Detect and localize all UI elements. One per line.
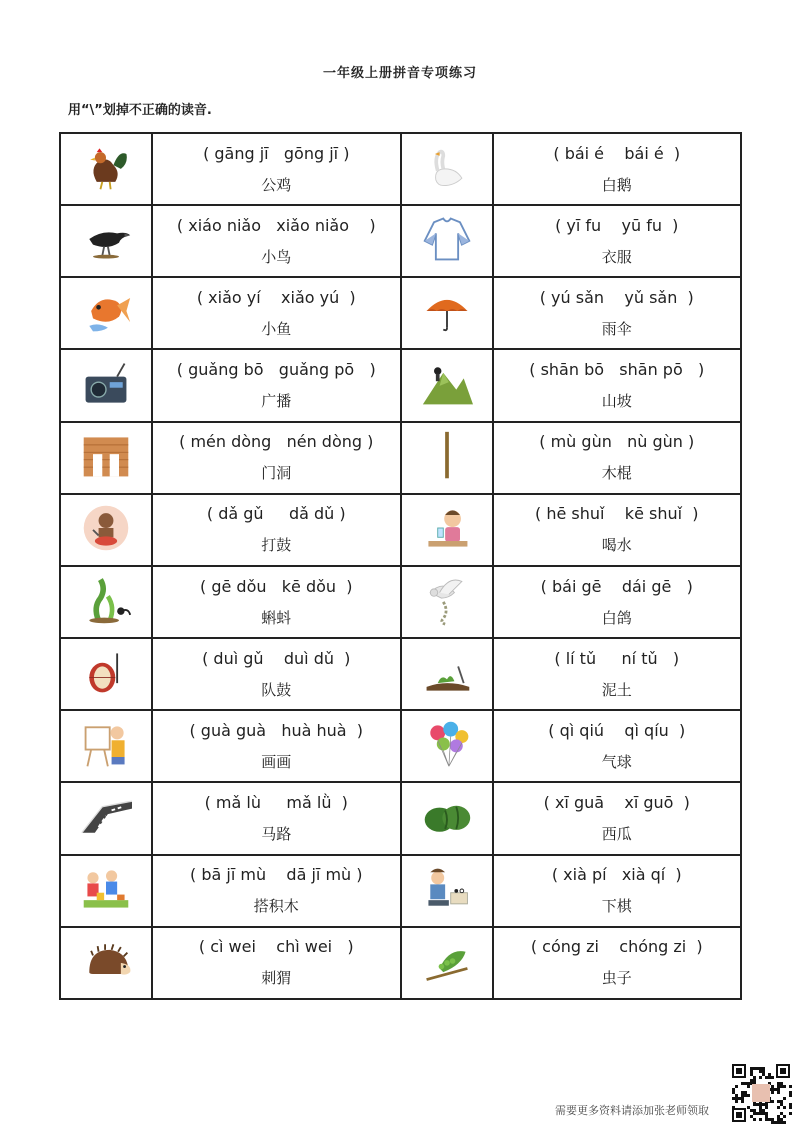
chinese-word: 下棋 xyxy=(601,897,632,916)
umbrella-icon xyxy=(419,285,475,337)
crow-icon xyxy=(78,213,134,265)
picture-cell xyxy=(60,855,152,927)
drinking-child-icon xyxy=(419,502,475,554)
chinese-word: 虫子 xyxy=(601,969,632,988)
answer-cell xyxy=(493,494,742,566)
pinyin-options[interactable]: ( gāng jī gōng jī ) xyxy=(203,143,350,163)
picture-cell xyxy=(401,494,493,566)
answer-cell xyxy=(152,638,401,710)
pinyin-options[interactable]: ( xī guā xī guō ) xyxy=(543,792,690,812)
chinese-word: 马路 xyxy=(261,824,292,843)
instruction-text: 用“\”划掉不正确的读音. xyxy=(68,103,212,118)
footer-note: 需要更多资料请添加张老师领取 xyxy=(555,1104,709,1117)
picture-cell xyxy=(60,205,152,277)
exercise-row xyxy=(60,277,741,349)
picture-cell xyxy=(60,638,152,710)
chess-player-icon xyxy=(419,863,475,915)
chinese-word: 门洞 xyxy=(261,464,292,483)
shirt-icon xyxy=(419,213,475,265)
picture-cell xyxy=(401,782,493,854)
chinese-word: 山坡 xyxy=(601,392,632,411)
answer-cell xyxy=(152,494,401,566)
drum-icon xyxy=(78,646,134,698)
chinese-word: 蝌蚪 xyxy=(261,608,292,627)
pinyin-options[interactable]: ( xiáo niǎo xiǎo niǎo ) xyxy=(176,215,376,235)
answer-cell xyxy=(152,710,401,782)
chinese-word: 广播 xyxy=(261,392,292,411)
answer-cell xyxy=(493,710,742,782)
picture-cell xyxy=(401,277,493,349)
picture-cell xyxy=(60,349,152,421)
pinyin-options[interactable]: ( shān bō shān pō ) xyxy=(529,360,705,380)
pinyin-options[interactable]: ( cóng zi chóng zi ) xyxy=(530,937,703,957)
pinyin-options[interactable]: ( mǎ lù mǎ lǜ ) xyxy=(204,792,348,812)
answer-cell xyxy=(493,566,742,638)
pinyin-options[interactable]: ( xià pí xià qí ) xyxy=(551,865,682,885)
exercise-row xyxy=(60,855,741,927)
chinese-word: 白鹅 xyxy=(601,175,632,194)
exercise-row xyxy=(60,133,741,205)
pinyin-options[interactable]: ( lí tǔ ní tǔ ) xyxy=(554,648,680,668)
exercise-row xyxy=(60,782,741,854)
exercise-row xyxy=(60,566,741,638)
pinyin-options[interactable]: ( bái gē dái gē ) xyxy=(540,576,693,596)
chinese-word: 搭积木 xyxy=(253,897,299,916)
brick-gate-icon xyxy=(78,430,134,482)
goldfish-icon xyxy=(78,285,134,337)
picture-cell xyxy=(401,566,493,638)
radio-icon xyxy=(78,358,134,410)
pinyin-options[interactable]: ( yú sǎn yǔ sǎn ) xyxy=(539,287,694,307)
soil-icon xyxy=(419,646,475,698)
pinyin-options[interactable]: ( duì gǔ duì dǔ ) xyxy=(202,648,351,668)
chinese-word: 雨伞 xyxy=(601,319,632,338)
picture-cell xyxy=(60,277,152,349)
answer-cell xyxy=(152,927,401,999)
chinese-word: 画画 xyxy=(261,752,292,771)
answer-cell xyxy=(152,566,401,638)
picture-cell xyxy=(60,782,152,854)
pinyin-options[interactable]: ( yī fu yū fu ) xyxy=(555,215,679,235)
balloons-icon xyxy=(419,718,475,770)
chinese-word: 打鼓 xyxy=(261,536,292,555)
picture-cell xyxy=(60,133,152,205)
pinyin-options[interactable]: ( cì wei chì wei ) xyxy=(198,937,354,957)
children-blocks-icon xyxy=(78,863,134,915)
exercise-row xyxy=(60,494,741,566)
exercise-row xyxy=(60,710,741,782)
picture-cell xyxy=(60,710,152,782)
picture-cell xyxy=(401,927,493,999)
chinese-word: 气球 xyxy=(601,752,632,771)
exercise-table xyxy=(59,132,742,1000)
chinese-word: 衣服 xyxy=(601,247,632,266)
exercise-row xyxy=(60,638,741,710)
answer-cell xyxy=(493,422,742,494)
chinese-word: 刺猬 xyxy=(261,969,292,988)
picture-cell xyxy=(401,422,493,494)
exercise-row xyxy=(60,205,741,277)
road-icon xyxy=(78,790,134,842)
pinyin-options[interactable]: ( mù gùn nù gùn ) xyxy=(539,432,695,452)
answer-cell xyxy=(152,205,401,277)
picture-cell xyxy=(401,855,493,927)
pinyin-options[interactable]: ( dǎ gǔ dǎ dǔ ) xyxy=(206,504,346,524)
pinyin-options[interactable]: ( qì qiú qì qíu ) xyxy=(548,720,686,740)
pinyin-options[interactable]: ( guǎng bō guǎng pō ) xyxy=(176,360,376,380)
pinyin-options[interactable]: ( guà guà huà huà ) xyxy=(189,720,364,740)
drummer-bear-icon xyxy=(78,502,134,554)
chinese-word: 西瓜 xyxy=(601,824,632,843)
exercise-row xyxy=(60,422,741,494)
hedgehog-icon xyxy=(78,935,134,987)
picture-cell xyxy=(60,566,152,638)
picture-cell xyxy=(60,927,152,999)
picture-cell xyxy=(60,422,152,494)
hill-icon xyxy=(419,358,475,410)
answer-cell xyxy=(493,638,742,710)
qr-code-icon xyxy=(730,1062,792,1124)
pinyin-options[interactable]: ( hē shuǐ kē shuǐ ) xyxy=(535,504,699,524)
chinese-word: 公鸡 xyxy=(261,175,292,194)
caterpillar-icon xyxy=(419,935,475,987)
answer-cell xyxy=(152,349,401,421)
picture-cell xyxy=(401,205,493,277)
chinese-word: 队鼓 xyxy=(261,680,292,699)
chinese-word: 木棍 xyxy=(601,464,632,483)
picture-cell xyxy=(401,133,493,205)
watermelon-icon xyxy=(419,790,475,842)
pinyin-options[interactable]: ( mén dòng nén dòng ) xyxy=(179,432,374,452)
answer-cell xyxy=(152,782,401,854)
painter-icon xyxy=(78,718,134,770)
goose-icon xyxy=(419,141,475,193)
answer-cell xyxy=(493,927,742,999)
answer-cell xyxy=(493,349,742,421)
pinyin-options[interactable]: ( bā jī mù dā jī mù ) xyxy=(190,865,363,885)
pinyin-options[interactable]: ( bái é bái é ) xyxy=(553,143,681,163)
exercise-row xyxy=(60,349,741,421)
answer-cell xyxy=(493,855,742,927)
answer-cell xyxy=(493,277,742,349)
answer-cell xyxy=(493,782,742,854)
answer-cell xyxy=(493,205,742,277)
picture-cell xyxy=(401,638,493,710)
chinese-word: 喝水 xyxy=(601,536,632,555)
rooster-icon xyxy=(78,141,134,193)
tadpole-seaweed-icon xyxy=(78,574,134,626)
chinese-word: 泥土 xyxy=(601,680,632,699)
answer-cell xyxy=(152,422,401,494)
chinese-word: 白鸽 xyxy=(601,608,632,627)
chinese-word: 小鸟 xyxy=(261,247,292,266)
answer-cell xyxy=(152,133,401,205)
pinyin-options[interactable]: ( xiǎo yí xiǎo yú ) xyxy=(196,287,356,307)
page-title: 一年级上册拼音专项练习 xyxy=(322,66,477,81)
answer-cell xyxy=(152,855,401,927)
picture-cell xyxy=(60,494,152,566)
chinese-word: 小鱼 xyxy=(261,319,292,338)
answer-cell xyxy=(493,133,742,205)
picture-cell xyxy=(401,349,493,421)
stick-icon xyxy=(419,430,475,482)
picture-cell xyxy=(401,710,493,782)
exercise-row xyxy=(60,927,741,999)
answer-cell xyxy=(152,277,401,349)
pigeon-icon xyxy=(419,574,475,626)
pinyin-options[interactable]: ( gē dǒu kē dǒu ) xyxy=(200,576,353,596)
